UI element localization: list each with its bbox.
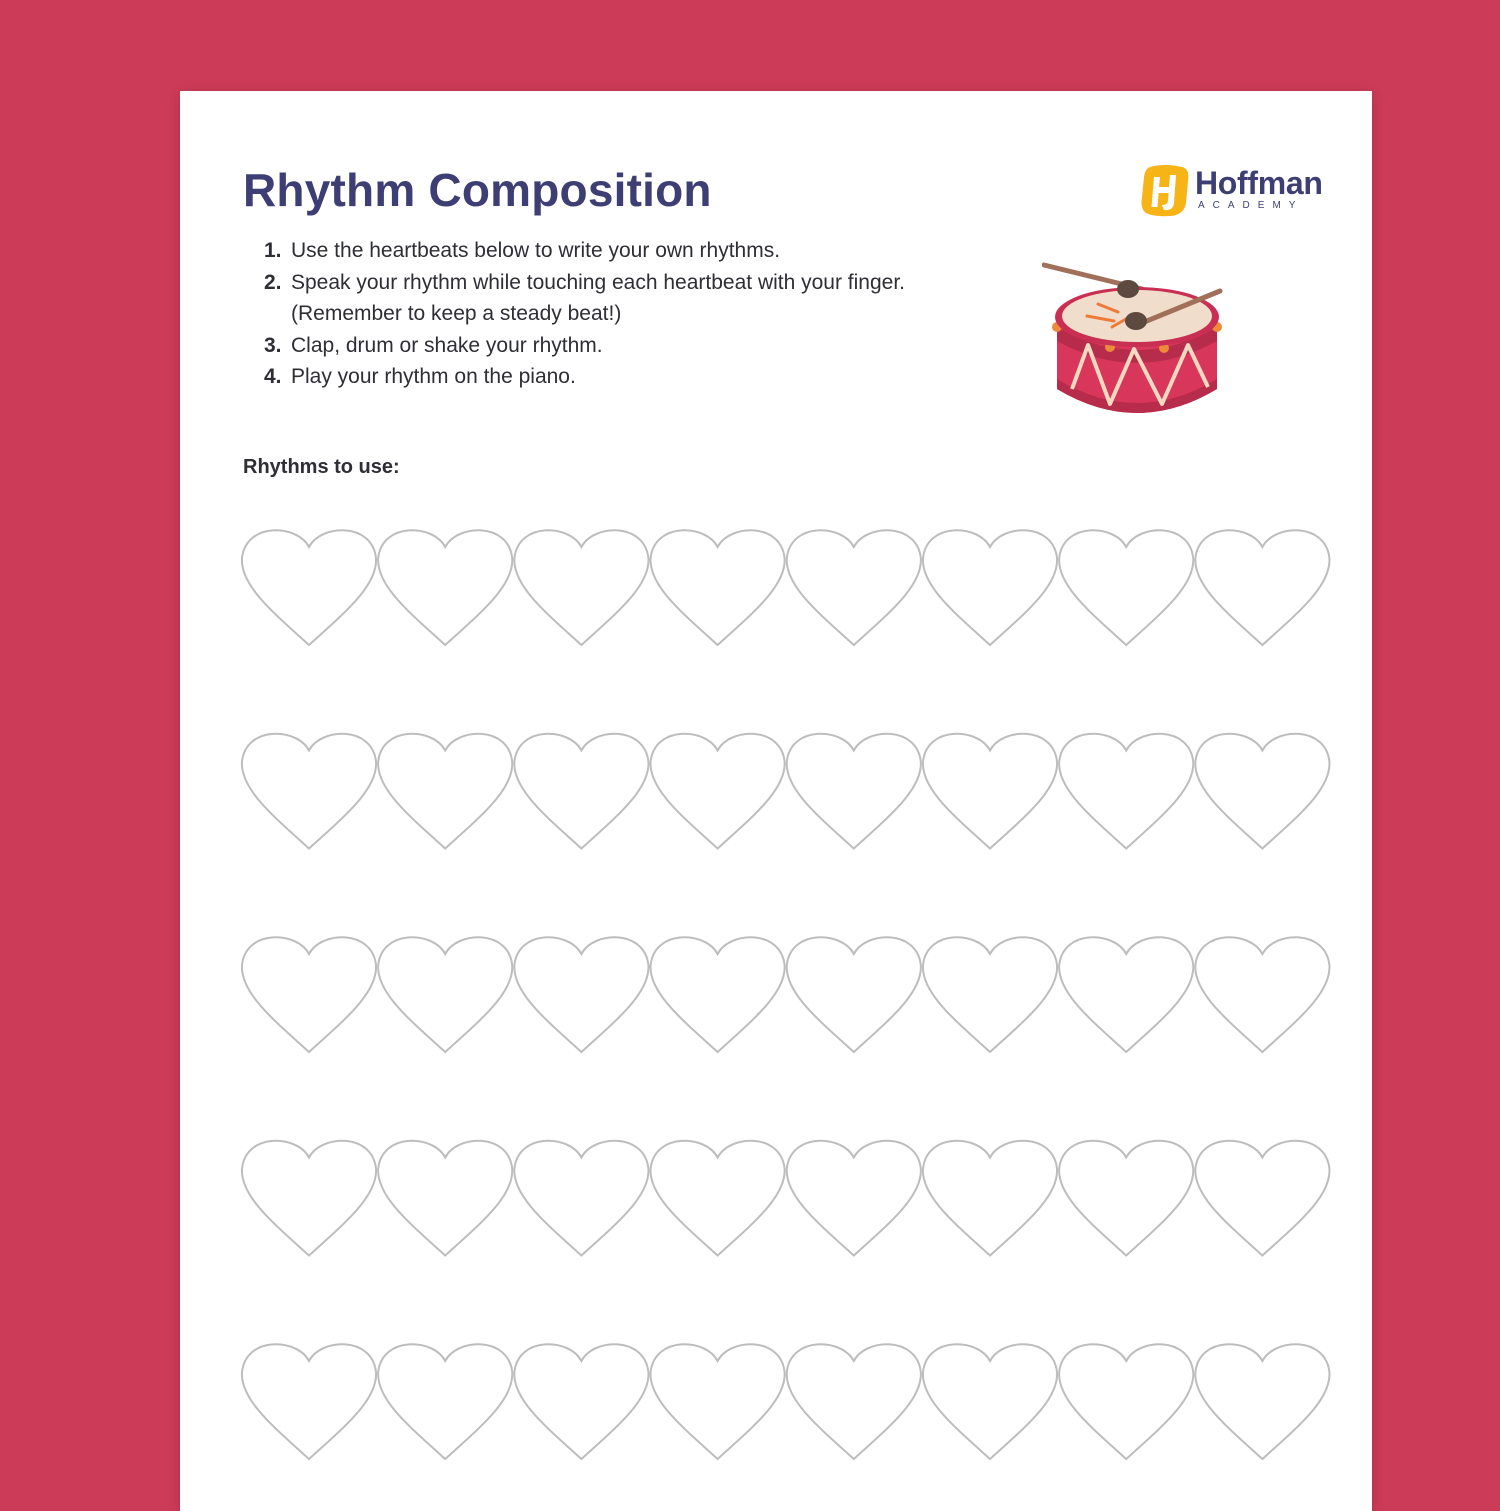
heartbeat-3-4 xyxy=(651,937,785,1052)
heartbeat-3-3 xyxy=(514,937,648,1052)
heartbeat-5-1 xyxy=(242,1344,376,1459)
heartbeat-3-7 xyxy=(1059,937,1193,1052)
instruction-text: Use the heartbeats below to write your own rhythms. xyxy=(291,239,781,262)
instruction-text: Speak your rhythm while touching each heartbeat with your finger. xyxy=(291,270,906,294)
logo-name: Hoffman xyxy=(1195,165,1323,201)
heartbeat-2-1 xyxy=(242,734,376,849)
heartbeat-5-4 xyxy=(651,1344,785,1459)
instruction-number: 3. xyxy=(264,333,282,357)
heartbeat-1-8 xyxy=(1195,530,1329,645)
heartbeat-3-8 xyxy=(1195,937,1329,1052)
heartbeat-2-3 xyxy=(514,734,648,849)
logo-subtitle: ACADEMY xyxy=(1198,200,1304,211)
heartbeat-2-5 xyxy=(787,734,921,849)
instruction-text-continued: (Remember to keep a steady beat!) xyxy=(291,302,622,325)
heartbeat-2-2 xyxy=(378,734,512,849)
page-title: Rhythm Composition xyxy=(243,164,712,216)
instruction-number: 1. xyxy=(264,239,282,262)
instruction-number: 2. xyxy=(264,270,282,294)
heartbeat-2-7 xyxy=(1059,734,1193,849)
heartbeat-3-2 xyxy=(378,937,512,1052)
heartbeat-1-6 xyxy=(923,530,1057,645)
heartbeat-3-6 xyxy=(923,937,1057,1052)
heartbeat-1-5 xyxy=(787,530,921,645)
heartbeat-2-6 xyxy=(923,734,1057,849)
heartbeat-5-2 xyxy=(378,1344,512,1459)
heartbeat-2-4 xyxy=(651,734,785,849)
heartbeat-4-1 xyxy=(242,1141,376,1256)
heartbeat-1-7 xyxy=(1059,530,1193,645)
worksheet-page xyxy=(180,91,1372,1511)
heartbeat-5-6 xyxy=(923,1344,1057,1459)
heartbeat-5-7 xyxy=(1059,1344,1193,1459)
heartbeat-2-8 xyxy=(1195,734,1329,849)
heartbeat-3-1 xyxy=(242,937,376,1052)
heartbeat-4-8 xyxy=(1195,1141,1329,1256)
heartbeat-1-3 xyxy=(514,530,648,645)
heartbeat-5-3 xyxy=(514,1344,648,1459)
heartbeat-3-5 xyxy=(787,937,921,1052)
heartbeat-grid xyxy=(180,91,1372,1511)
heartbeat-4-4 xyxy=(651,1141,785,1256)
heartbeat-4-6 xyxy=(923,1141,1057,1256)
rhythms-to-use-label: Rhythms to use: xyxy=(243,456,400,478)
heartbeat-1-1 xyxy=(242,530,376,645)
instruction-text: Clap, drum or shake your rhythm. xyxy=(291,333,603,357)
heartbeat-4-2 xyxy=(378,1141,512,1256)
heartbeat-5-5 xyxy=(787,1344,921,1459)
instruction-text: Play your rhythm on the piano. xyxy=(291,365,576,388)
heartbeat-1-4 xyxy=(651,530,785,645)
heartbeat-4-7 xyxy=(1059,1141,1193,1256)
heartbeat-5-8 xyxy=(1195,1344,1329,1459)
heartbeat-4-5 xyxy=(787,1141,921,1256)
heartbeat-4-3 xyxy=(514,1141,648,1256)
instruction-number: 4. xyxy=(264,365,282,388)
heartbeat-1-2 xyxy=(378,530,512,645)
